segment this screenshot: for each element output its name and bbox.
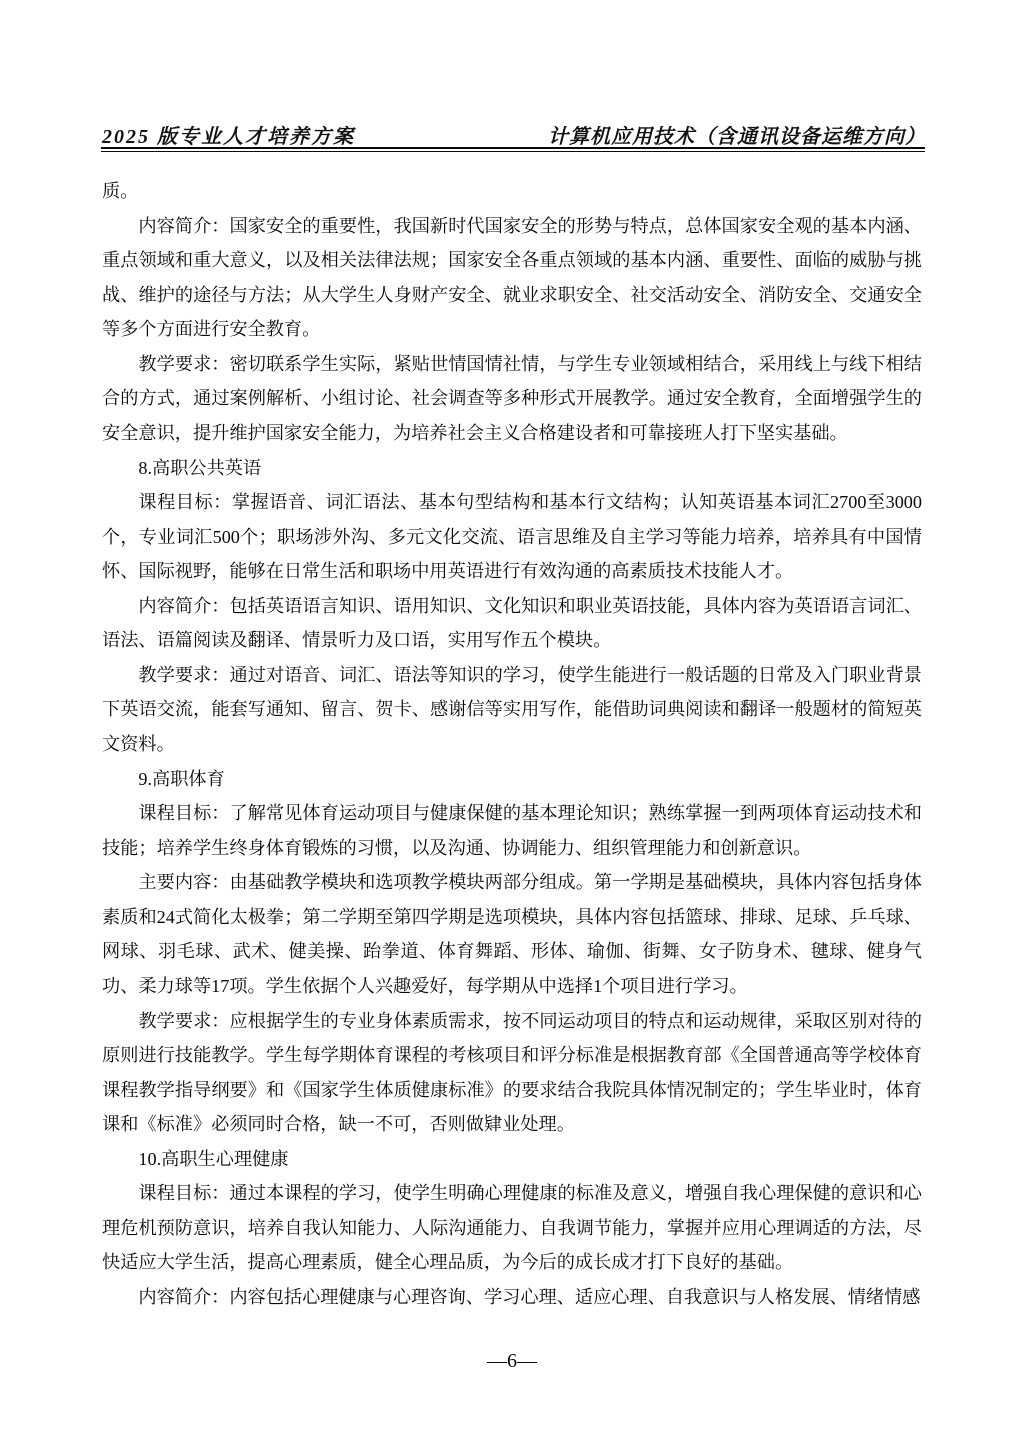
paragraph-main-content-pe: 主要内容：由基础教学模块和选项教学模块两部分组成。第一学期是基础模块，具体内容包括身体素质和24式简化太极拳；第二学期至第四学期是选项模块，具体内容包括篮球、排球、足球、乒乓球、网球、羽毛球、武术、健美操、跆拳道、体育舞蹈、形体、瑜伽、街舞、女子防身术、毽球、健身气功、柔力球等17项。学生依据个人兴趣爱好，每学期从中选择1个项目进行学习。: [102, 872, 922, 996]
paragraph-content-intro-english: 内容简介：包括英语语言知识、语用知识、文化知识和职业英语技能，具体内容为英语语言词汇、语法、语篇阅读及翻译、情景听力及口语，实用写作五个模块。: [102, 595, 922, 651]
paragraph-continuation-tail: 质。: [102, 181, 139, 201]
heading-course-8-english: 8.高职公共英语: [138, 457, 262, 478]
paragraph-teaching-req-english: 教学要求：通过对语音、词汇、语法等知识的学习，使学生能进行一般话题的日常及入门职业背景下英语交流，能套写通知、留言、贺卡、感谢信等实用写作，能借助词典阅读和翻译一般题材的简短英文资料。: [102, 664, 922, 754]
page-footer: [0, 1350, 1024, 1373]
header-major-title: 计算机应用技术（含通讯设备运维方向）: [548, 126, 926, 148]
page-number: —6—: [487, 1350, 537, 1372]
paragraph-content-intro-security: 内容简介：国家安全的重要性，我国新时代国家安全的形势与特点，总体国家安全观的基本内涵、重点领域和重大意义，以及相关法律法规；国家安全各重点领域的基本内涵、重要性、面临的威胁与挑战、维护的途径与方法；从大学生人身财产安全、就业求职安全、社交活动安全、消防安全、交通安全等多个方面进行安全教育。: [102, 215, 922, 340]
page-header: [102, 120, 926, 149]
heading-course-9-pe: 9.高职体育: [138, 768, 225, 789]
header-doc-title: 2025 版专业人才培养方案: [102, 126, 355, 148]
paragraph-content-intro-mental: 内容简介：内容包括心理健康与心理咨询、学习心理、适应心理、自我意识与人格发展、情绪情感: [138, 1287, 921, 1307]
header-double-rule: [101, 147, 925, 152]
paragraph-course-goal-mental: 课程目标：通过本课程的学习，使学生明确心理健康的标准及意义，增强自我心理保健的意识和心理危机预防意识，培养自我认知能力、人际沟通能力、自我调节能力，掌握并应用心理调适的方法，尽快适应大学生活，提高心理素质，健全心理品质，为今后的成长成才打下良好的基础。: [102, 1183, 922, 1273]
paragraph-teaching-req-security: 教学要求：密切联系学生实际，紧贴世情国情社情，与学生专业领域相结合，采用线上与线下相结合的方式，通过案例解析、小组讨论、社会调查等多种形式开展教学。通过安全教育，全面增强学生的安全意识，提升维护国家安全能力，为培养社会主义合格建设者和可靠接班人打下坚实基础。: [102, 353, 922, 443]
paragraph-teaching-req-pe: 教学要求：应根据学生的专业身体素质需求，按不同运动项目的特点和运动规律，采取区别对待的原则进行技能教学。学生每学期体育课程的考核项目和评分标准是根据教育部《全国普通高等学校体育课程教学指导纲要》和《国家学生体质健康标准》的要求结合我院具体情况制定的；学生毕业时，体育课和《标准》必须同时合格，缺一不可，否则做肄业处理。: [102, 1010, 922, 1135]
heading-course-10-mental-health: 10.高职生心理健康: [138, 1148, 289, 1169]
paragraph-course-goal-english: 课程目标：掌握语音、词汇语法、基本句型结构和基本行文结构；认知英语基本词汇2700至3000个，专业词汇500个；职场涉外沟、多元文化交流、语言思维及自主学习等能力培养，培养具有中国情怀、国际视野，能够在日常生活和职场中用英语进行有效沟通的高素质技术技能人才。: [102, 492, 922, 582]
paragraph-course-goal-pe: 课程目标：了解常见体育运动项目与健康保健的基本理论知识；熟练掌握一到两项体育运动技术和技能；培养学生终身体育锻炼的习惯，以及沟通、协调能力、组织管理能力和创新意识。: [102, 803, 922, 858]
document-body: [102, 174, 922, 1315]
